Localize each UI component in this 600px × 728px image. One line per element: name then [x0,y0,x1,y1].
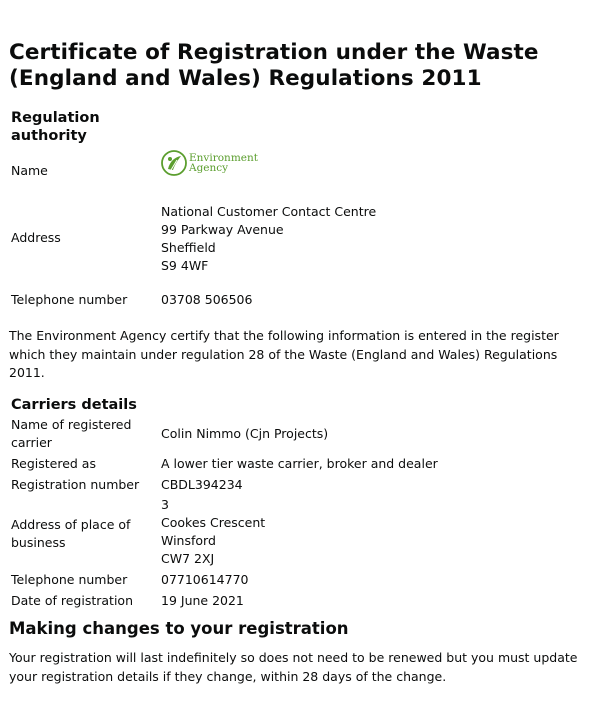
authority-address-row [9,203,376,275]
registration-date: 19 June 2021 [161,593,244,608]
registration-date-row [9,589,438,610]
registration-number: CBDL394234 [161,477,243,492]
carrier-name: Colin Nimmo (Cjn Projects) [161,426,329,441]
environment-agency-logo-icon [161,148,187,178]
authority-address-label: Address [11,230,61,245]
carrier-name-row [9,416,438,452]
carrier-telephone-label: Telephone number [11,572,128,587]
registration-number-label: Registration number [11,477,140,492]
carrier-telephone-row [9,568,438,589]
environment-agency-logo [161,148,376,178]
authority-name-row [9,147,376,203]
regulation-authority-section [9,110,592,307]
registration-number-row [9,473,438,494]
carrier-details-section [9,397,592,611]
authority-telephone-label: Telephone number [11,292,128,307]
authority-telephone-row [9,275,376,307]
carrier-details-table [9,416,438,610]
authority-telephone: 03708 506506 [161,292,253,307]
registration-date-label: Date of registration [11,593,133,608]
carrier-address-label: Address of place of business [11,517,131,550]
environment-agency-logo-text: Environment Agency [189,152,258,174]
making-changes-text: Your registration will last indefinitely so does not need to be renewed but you must update your registration details if they change, within 28 days of the change. [9,650,578,684]
registered-as-label: Registered as [11,456,96,471]
carrier-name-label: Name of registered carrier [11,417,132,450]
carrier-telephone: 07710614770 [161,572,249,587]
authority-address: National Customer Contact Centre 99 Parkway Avenue Sheffield S9 4WF [161,204,377,273]
registered-as-row [9,452,438,473]
regulation-authority-table [9,147,376,307]
carrier-address: 3 Cookes Crescent Winsford CW7 2XJ [161,497,266,566]
certificate-title: Certificate of Registration under the Waste (England and Wales) Regulations 2011 [9,40,539,91]
carrier-details-heading: Carriers details [11,396,137,413]
registered-as: A lower tier waste carrier, broker and dealer [161,456,438,471]
authority-name-label: Name [11,163,48,178]
making-changes-heading: Making changes to your registration [9,619,349,638]
certify-statement: The Environment Agency certify that the following information is entered in the register which they maintain under regulation 28 of the Waste (England and Wales) Regulations 2011. [9,328,559,380]
carrier-address-row [9,494,438,568]
regulation-authority-heading: Regulation authority [11,110,100,144]
